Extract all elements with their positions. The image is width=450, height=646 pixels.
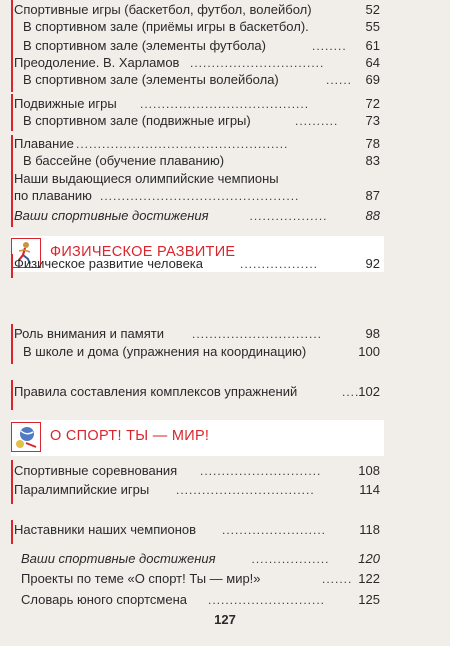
- toc-entry-title: Словарь юного спортсмена: [21, 592, 188, 607]
- toc-entry: [0, 520, 450, 540]
- toc-entry-title: Физическое развитие человека: [14, 256, 204, 271]
- toc-entry-page: 102: [358, 384, 380, 399]
- ball-icon: [11, 422, 41, 452]
- toc-entry-page: 61: [365, 38, 380, 53]
- toc-entry-title: Ваши спортивные достижения: [14, 208, 209, 223]
- toc-entry-page: 114: [359, 482, 380, 497]
- toc-entry-title: Спортивные соревнования: [14, 463, 178, 478]
- toc-entry-title: В спортивном зале (приёмы игры в баскетбол).: [23, 19, 309, 34]
- toc-entry: [0, 480, 450, 500]
- toc-entry-title: Роль внимания и памяти: [14, 326, 164, 341]
- toc-entry-page: 98: [365, 326, 380, 341]
- leader-dots: ..................: [252, 552, 331, 566]
- section-title: О СПОРТ! ТЫ — МИР!: [50, 428, 210, 444]
- toc-entry-title: Правила составления комплексов упражнений: [14, 384, 298, 399]
- toc-entry-title: Паралимпийские игры: [14, 482, 150, 497]
- page-number: 127: [214, 612, 236, 627]
- toc-entry-page: 122: [358, 571, 380, 586]
- toc-entry-title: Преодоление. В. Харламов: [14, 55, 180, 70]
- toc-entry-page: 125: [358, 592, 380, 607]
- leader-dots: ................................: [176, 483, 315, 497]
- leader-dots: ..................: [240, 257, 319, 271]
- toc-entry-page: 87: [365, 188, 380, 203]
- toc-entry-page: 83: [365, 153, 380, 168]
- toc-entry-title: Проекты по теме «О спорт! Ты — мир!»: [21, 571, 261, 586]
- leader-dots: ..............................................: [100, 189, 300, 203]
- toc-entry: [0, 151, 450, 171]
- toc-entry-page: 120: [358, 551, 380, 566]
- toc-entry-page: 100: [358, 344, 380, 359]
- toc-entry-title: Наставники наших чемпионов: [14, 522, 197, 537]
- leader-dots: .................................................: [76, 137, 289, 151]
- toc-entry-page: 108: [358, 463, 380, 478]
- toc-entry: [0, 17, 450, 37]
- leader-dots: ........................: [222, 523, 327, 537]
- toc-entry-page: 72: [365, 96, 380, 111]
- toc-entry-title: Подвижные игры: [14, 96, 117, 111]
- toc-entry-title: Плавание: [14, 136, 74, 151]
- toc-entry: [0, 549, 450, 569]
- leader-dots: ......: [326, 73, 353, 87]
- toc-entry: [0, 461, 450, 481]
- toc-entry-page: 69: [365, 72, 380, 87]
- toc-entry-page: 92: [365, 256, 380, 271]
- toc-entry-title: В спортивном зале (элементы футбола): [23, 38, 266, 53]
- toc-entry-title: В бассейне (обучение плаванию): [23, 153, 225, 168]
- leader-dots: ........: [312, 39, 347, 53]
- toc-entry-page: 118: [359, 522, 380, 537]
- leader-dots: .......: [322, 572, 353, 586]
- toc-entry-title: Наши выдающиеся олимпийские чемпионы: [14, 171, 279, 186]
- toc-entry: [0, 382, 450, 402]
- toc-entry-title: по плаванию: [14, 188, 92, 203]
- toc-entry-page: 78: [365, 136, 380, 151]
- toc-entry: [0, 70, 450, 90]
- leader-dots: ............................: [200, 464, 322, 478]
- leader-dots: ..................: [250, 209, 329, 223]
- toc-entry: [0, 254, 450, 274]
- leader-dots: ..............................: [192, 327, 323, 341]
- toc-entry-title: В школе и дома (упражнения на координацию): [23, 344, 307, 359]
- section-title: ФИЗИЧЕСКОЕ РАЗВИТИЕ: [50, 244, 236, 260]
- toc-entry: [0, 590, 450, 610]
- toc-entry-page: 55: [365, 19, 380, 34]
- toc-entry: [0, 342, 450, 362]
- leader-dots: .......................................: [140, 97, 310, 111]
- toc-entry-page: 88: [365, 208, 380, 223]
- toc-entry: [0, 111, 450, 131]
- toc-entry: [0, 206, 450, 226]
- leader-dots: ...............................: [190, 56, 325, 70]
- toc-entry: [0, 324, 450, 344]
- toc-entry-title: В спортивном зале (элементы волейбола): [23, 72, 279, 87]
- toc-entry-title: Спортивные игры (баскетбол, футбол, волейбол): [14, 2, 312, 17]
- toc-entry: [0, 186, 450, 206]
- section-heading: [0, 420, 450, 460]
- toc-entry-title: Ваши спортивные достижения: [21, 551, 216, 566]
- toc-entry-page: 73: [365, 113, 380, 128]
- toc-entry-title: В спортивном зале (подвижные игры): [23, 113, 251, 128]
- toc-entry-page: 64: [365, 55, 380, 70]
- toc-entry-page: 52: [365, 2, 380, 17]
- leader-dots: ..........: [295, 114, 339, 128]
- leader-dots: ....: [342, 385, 360, 399]
- toc-entry: [0, 569, 450, 589]
- leader-dots: ...........................: [208, 593, 326, 607]
